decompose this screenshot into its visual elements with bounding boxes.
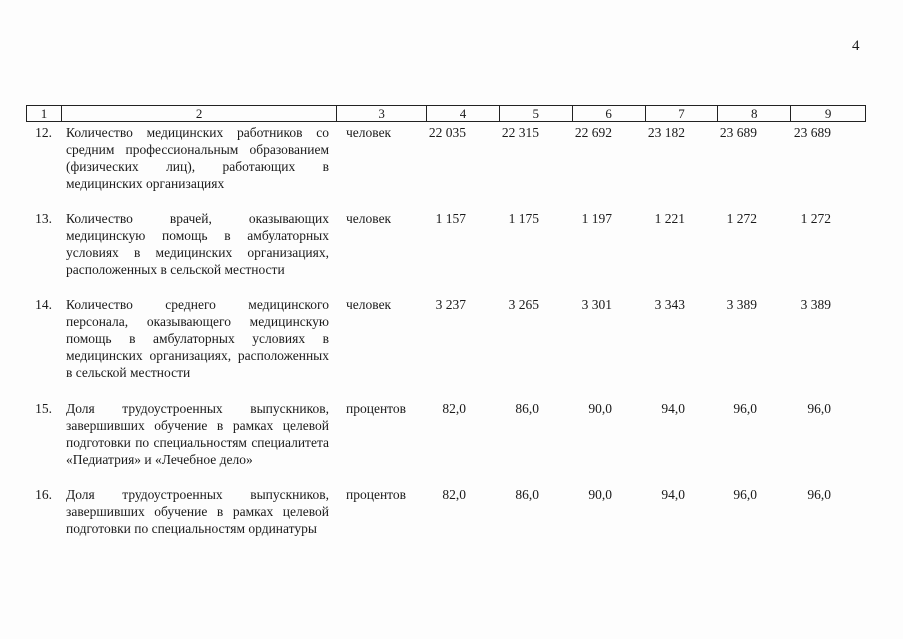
value-cell: 1 175 xyxy=(508,211,539,226)
unit-cell: человек xyxy=(346,297,392,312)
value-cell: 86,0 xyxy=(515,487,539,502)
row-number: 12. xyxy=(35,125,52,140)
value-cell: 90,0 xyxy=(588,401,612,416)
value-cell: 94,0 xyxy=(661,487,685,502)
value-cell: 1 272 xyxy=(726,211,757,226)
indicator-name: Количество среднего медицинского персонала, оказывающего медицинскую помощь в амбулаторных условиях в медицинских организациях, расположенных в сельской местности xyxy=(66,297,329,380)
header-cell: 8 xyxy=(718,106,791,121)
value-cell: 82,0 xyxy=(442,487,466,502)
value-cell: 3 237 xyxy=(435,297,466,312)
header-cell: 6 xyxy=(573,106,646,121)
header-cell: 9 xyxy=(824,106,832,121)
value-cell: 3 301 xyxy=(581,297,612,312)
value-cell: 1 197 xyxy=(581,211,612,226)
row-number: 15. xyxy=(35,401,52,416)
table-header xyxy=(26,105,866,122)
value-cell: 22 315 xyxy=(501,125,539,140)
header-cell: 3 xyxy=(337,106,427,121)
indicator-name: Доля трудоустроенных выпускников, завершивших обучение в рамках целевой подготовки по специальностям ординатуры xyxy=(66,487,329,536)
value-cell: 1 221 xyxy=(654,211,685,226)
unit-cell: человек xyxy=(346,125,392,140)
value-cell: 23 689 xyxy=(793,125,831,140)
unit-cell: процентов xyxy=(346,401,407,416)
value-cell: 96,0 xyxy=(733,487,757,502)
value-cell: 3 389 xyxy=(726,297,757,312)
header-cell: 7 xyxy=(646,106,719,121)
page-number: 4 xyxy=(852,38,860,54)
value-cell: 3 265 xyxy=(508,297,539,312)
unit-cell: процентов xyxy=(346,487,407,502)
value-cell: 23 182 xyxy=(647,125,685,140)
indicator-name: Количество медицинских работников со средним профессиональным образованием (физических лиц), работающих в медицинских организациях xyxy=(66,125,329,191)
value-cell: 96,0 xyxy=(807,401,831,416)
value-cell: 96,0 xyxy=(733,401,757,416)
indicator-name: Доля трудоустроенных выпускников, завершивших обучение в рамках целевой подготовки по специальностям специалитета «Педиатрия» и «Лечебное дело» xyxy=(66,401,329,467)
value-cell: 96,0 xyxy=(807,487,831,502)
indicator-name: Количество врачей, оказывающих медицинскую помощь в амбулаторных условиях в медицинских организациях, расположенных в сельской местности xyxy=(66,211,329,277)
value-cell: 94,0 xyxy=(661,401,685,416)
value-cell: 1 272 xyxy=(800,211,831,226)
header-cell: 2 xyxy=(62,106,337,121)
value-cell: 3 389 xyxy=(800,297,831,312)
row-number: 16. xyxy=(35,487,52,502)
row-number: 13. xyxy=(35,211,52,226)
value-cell: 23 689 xyxy=(719,125,757,140)
value-cell: 1 157 xyxy=(435,211,466,226)
value-cell: 90,0 xyxy=(588,487,612,502)
value-cell: 82,0 xyxy=(442,401,466,416)
unit-cell: человек xyxy=(346,211,392,226)
header-cell: 1 xyxy=(27,106,62,121)
header-cell: 4 xyxy=(427,106,500,121)
header-cell: 5 xyxy=(500,106,573,121)
row-number: 14. xyxy=(35,297,52,312)
value-cell: 86,0 xyxy=(515,401,539,416)
value-cell: 22 692 xyxy=(574,125,612,140)
value-cell: 22 035 xyxy=(428,125,466,140)
value-cell: 3 343 xyxy=(654,297,685,312)
